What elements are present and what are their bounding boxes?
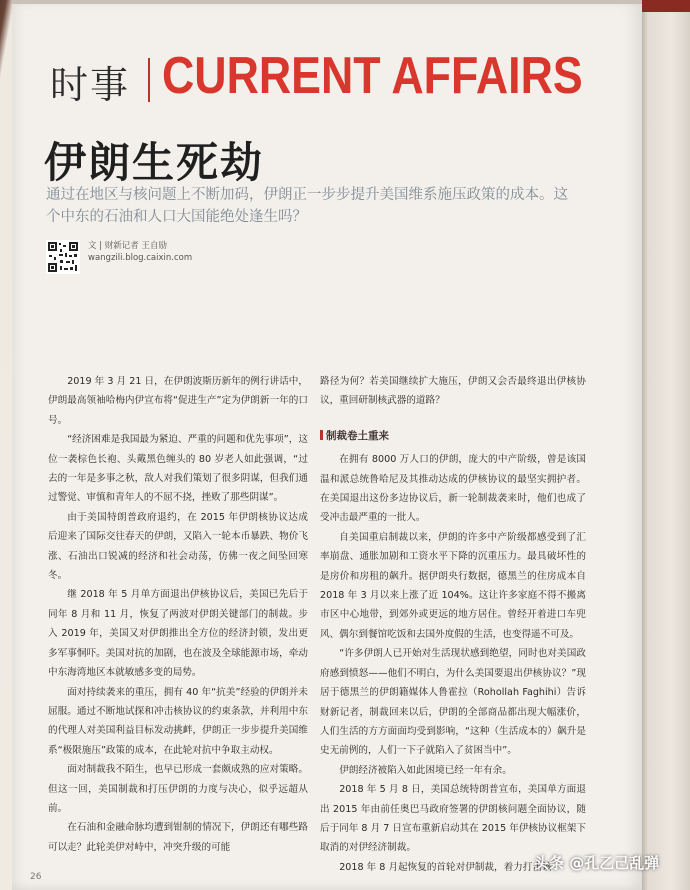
right-column xyxy=(320,372,586,877)
paragraph: 2019 年 3 月 21 日，在伊朗波斯历新年的例行讲话中，伊朗最高领袖哈梅内伊宣布将“促进生产”定为伊朗新一年的口号。 xyxy=(48,376,308,426)
paragraph: “经济困难是我国最为紧迫、严重的问题和优先事项”，这位一袭棕色长袍、头戴黑色缠头的 80 岁老人如此强调，“过去的一年是多事之秋，敌人对我们策划了很多阴谋，但我们通过警觉、审慎和青年人的不屈不挠，挫败了那些阴谋”。 xyxy=(48,434,308,504)
page-top-band xyxy=(12,0,642,4)
left-column xyxy=(48,372,308,857)
paragraph: “许多伊朗人已开始对生活现状感到绝望，同时也对美国政府感到愤怒——他们不明白，为什么美国要退出伊核协议？”现居于德黑兰的伊朗籍媒体人鲁霍拉（Rohollah Faghihi）告诉财新记者，制裁回来以后，伊朗的全部商品都出现大幅涨价，人们生活的方方面面均受到影响，“这种（生活成本的）飙升是史无前例的，人们一下子就陷入了贫困当中”。 xyxy=(320,648,586,757)
watermark-text: 头条 @孔乙己乱弹 xyxy=(534,854,660,872)
section-title-en: CURRENT AFFAIRS xyxy=(162,47,583,105)
paragraph: 在石油和金融命脉均遭到钳制的情况下，伊朗还有哪些路可以走？此轮美伊对峙中，冲突升级的可能 xyxy=(48,822,308,853)
section-divider xyxy=(148,58,150,102)
section-subhead xyxy=(320,427,586,446)
watermark xyxy=(534,852,684,884)
paragraph: 在拥有 8000 万人口的伊朗，庞大的中产阶级，曾是该国温和派总统鲁哈尼及其推动达成的伊核协议的最坚实拥护者。在美国退出这份多边协议后，新一轮制裁袭来时，他们也成了受冲击最严重的一批人。 xyxy=(320,454,586,524)
paragraph: 伊朗经济被陷入如此困境已经一年有余。 xyxy=(339,764,512,776)
byline-url: wangzili.blog.caixin.com xyxy=(88,253,193,263)
page-number: 26 xyxy=(30,872,42,882)
paragraph: 自美国重启制裁以来，伊朗的许多中产阶级都感受到了汇率崩盘、通胀加剧和工资水平下降的沉重压力。最具破坏性的是房价和房租的飙升。据伊朗央行数据，德黑兰的住房成本自 2018 年 3 月以来上涨了近 104%。这让许多家庭不得不搬离市区中心地带，到郊外或更远的地方居住。曾经开着进口车兜风、偶尔到餐馆吃饭和去国外度假的生活，也变得遥不可及。 xyxy=(320,531,586,640)
qr-code-icon xyxy=(46,240,80,274)
paragraph: 2018 年 8 月起恢复的首轮对伊制裁，着力打击该 xyxy=(339,861,552,873)
subhead-marker-icon xyxy=(320,430,323,440)
paragraph: 路径为何？若美国继续扩大施压，伊朗又会否最终退出伊核协议，重回研制核武器的道路？ xyxy=(320,376,586,407)
subhead-text: 制裁卷土重来 xyxy=(326,429,389,442)
paragraph: 继 2018 年 5 月单方面退出伊核协议后，美国已先后于同年 8 月和 11 月，恢复了两波对伊朗关键部门的制裁。步入 2019 年，美国又对伊朗推出全方位的经济封锁，发出更多军事恫吓。美国对抗的加剧，也在波及全球能源市场，牵动中东海湾地区本就敏感多变的局势。 xyxy=(48,589,308,679)
paragraph: 面对制裁我不陌生，也早已形成一套颇成熟的应对策略。但这一回，美国制裁和打压伊朗的力度与决心，似乎远超从前。 xyxy=(48,764,308,814)
article-headline: 伊朗生死劫 xyxy=(44,138,265,187)
section-title-cn: 时事 xyxy=(50,63,131,107)
paragraph: 面对持续袭来的重压，拥有 40 年“抗美”经验的伊朗并未屈服。通过不断地试探和冲击核协议的约束条款，并利用中东的代理人对美国利益目标发动挑衅，伊朗正一步步提升美国维系“极限施压”政策的成本，在此轮对抗中争取主动权。 xyxy=(48,686,308,756)
byline-author: 文 | 财新记者 王自励 xyxy=(88,241,167,251)
article-deck: 通过在地区与核问题上不断加码，伊朗正一步步提升美国维系施压政策的成本。这个中东的石油和人口大国能绝处逢生吗？ xyxy=(46,187,568,225)
adjacent-page-edge xyxy=(642,0,690,890)
adjacent-page-strip xyxy=(642,0,690,12)
byline-text xyxy=(88,240,288,264)
paragraph: 由于美国特朗普政府退约，在 2015 年伊朗核协议达成后迎来了国际交往春天的伊朗，又陷入一轮本币暴跌、物价飞涨、石油出口锐减的经济和社会动荡，仿佛一夜之间坠回寒冬。 xyxy=(48,511,308,582)
paragraph: 2018 年 5 月 8 日，美国总统特朗普宣布，美国单方面退出 2015 年由前任奥巴马政府签署的伊朗核问题全面协议，随后于同年 8 月 7 日宣布重新启动其在 2015 年伊核协议框架下取消的对伊经济制裁。 xyxy=(320,784,586,854)
